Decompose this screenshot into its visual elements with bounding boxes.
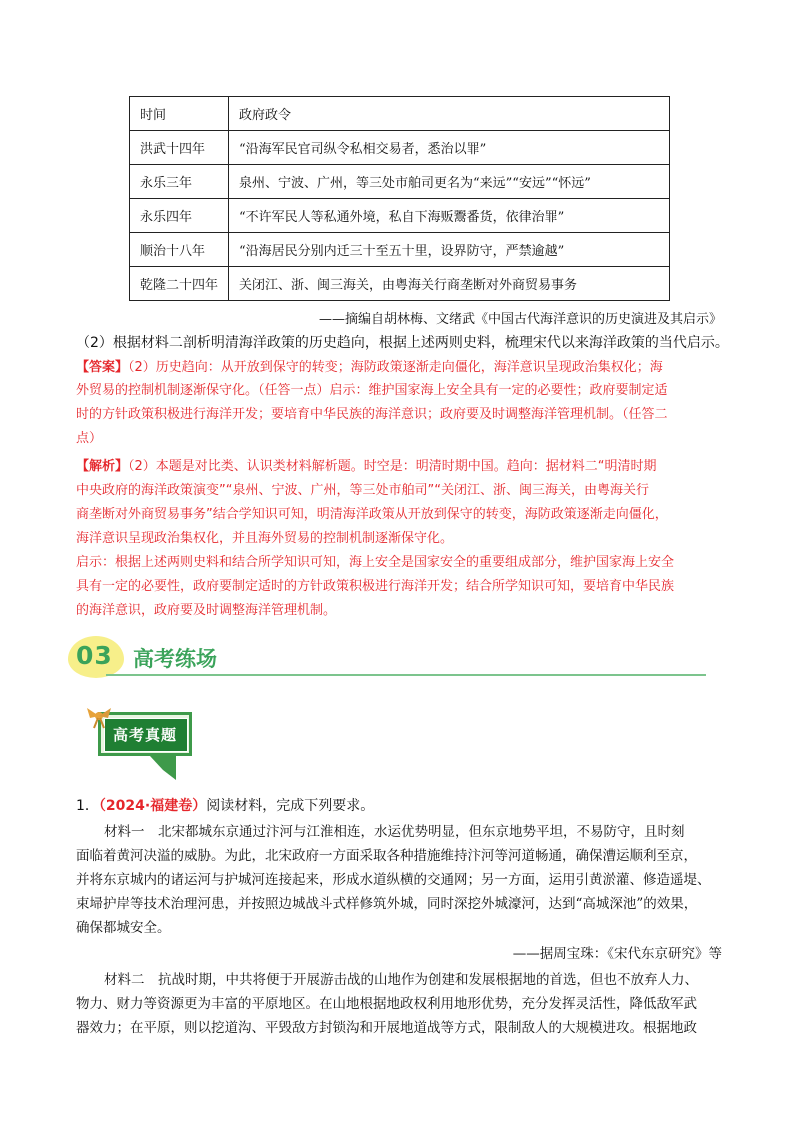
tag-label: 高考真题 [113,726,178,744]
material2-line-3: 器效力；在平原，则以挖道沟、平毁敌方封锁沟和开展地道战等方式，限制敌人的大规模进攻。根据地政 [76,1020,697,1036]
material1-line-2: 面临着黄河决溢的威胁。为此，北宋政府一方面采取各种措施维持汴河等河道畅通，确保漕运顺利至京， [76,848,697,864]
table-row [130,131,670,165]
question-prompt: 阅读材料，完成下列要求。 [206,798,375,814]
answer-line-2: 外贸易的控制机制逐渐保守化。（任答一点）启示：维护国家海上安全具有一定的必要性；政府要制定适 [76,383,668,398]
row-time: 永乐四年 [130,199,229,233]
row-time: 永乐三年 [130,165,229,199]
table-source: ——摘编自胡林梅、文绪武《中国古代海洋意识的历史演进及其启示》 [318,312,722,327]
row-time: 顺治十八年 [130,233,229,267]
question-2: （2）根据材料二剖析明清海洋政策的历史趋向，根据上述两则史料，梳理宋代以来海洋政策的当代启示。 [76,335,729,351]
section-divider [106,674,706,676]
table-header-row [130,97,670,131]
material1-line-3: 并将东京城内的诸运河与护城河连接起来，形成水道纵横的交通网；另一方面，运用引黄淤灌、修造遥堤、 [76,872,711,888]
answer-line-4: 点） [76,431,103,446]
table-row [130,233,670,267]
table-row [130,199,670,233]
row-decree: 泉州、宁波、广州，等三处市舶司更名为“来远”“安远”“怀远” [229,165,670,199]
section-number: 03 [76,641,113,670]
analysis-line-1: 【解析】（2）本题是对比类、认识类材料解析题。时空是：明清时期中国。趋向：据材料二“明清时期 [76,459,657,474]
policy-table [129,96,670,301]
question-number: 1． [76,798,99,814]
analysis-line-5: 启示：根据上述两则史料和结合所学知识可知，海上安全是国家安全的重要组成部分，维护国家海上安全 [76,555,675,570]
analysis-line-4: 海洋意识呈现政治集权化，并且海外贸易的控制机制逐渐保守化。 [76,531,454,546]
analysis-line-3: 商垄断对外商贸易事务”结合学知识可知，明清海洋政策从开放到保守的转变，海防政策逐渐走向僵化， [76,507,668,522]
knot-icon [84,704,114,730]
material1-line-1: 材料一 北宋都城东京通过汴河与江淮相连，水运优势明显，但东京地势平坦，不易防守，且时刻 [104,824,685,840]
answer-line-3: 时的方针政策积极进行海洋开发；要培育中华民族的海洋意识；政府要及时调整海洋管理机制。（任答二 [76,407,668,422]
material1-line-5: 确保都城安全。 [76,920,171,936]
analysis-line-6: 具有一定的必要性，政府要制定适时的方针政策积极进行海洋开发；结合所学知识可知，要培育中华民族 [76,579,675,594]
material1-line-4: 束埽护岸等技术治理河患，并按照边城战斗式样修筑外城，同时深挖外城濠河，达到“高城深池”的效果， [76,896,698,912]
section-title: 高考练场 [133,647,217,671]
material1-source: ——据周宝珠：《宋代东京研究》等 [512,946,722,962]
table-row [130,267,670,301]
answer-tag: 【答案】 [76,360,129,375]
table-row [130,165,670,199]
material2-line-2: 物力、财力等资源更为丰富的平原地区。在山地根据地政权利用地形优势，充分发挥灵活性，降低敌军武 [76,996,697,1012]
analysis-tag: 【解析】 [76,459,129,474]
question-source: （2024·福建卷） [98,798,207,814]
header-decree: 政府政令 [229,97,670,131]
header-time: 时间 [130,97,229,131]
row-decree: “沿海居民分别内迁三十至五十里，设界防守，严禁逾越” [229,233,670,267]
row-decree: “不许军民人等私通外境，私自下海贩鬻番货，依律治罪” [229,199,670,233]
analysis-line-7: 的海洋意识，政府要及时调整海洋管理机制。 [76,603,337,618]
row-time: 洪武十四年 [130,131,229,165]
analysis-line-2: 中央政府的海洋政策演变”“泉州、宁波、广州，等三处市舶司”“关闭江、浙、闽三海关，由粤海关行 [76,483,649,498]
question-1-header [76,796,374,816]
row-decree: 关闭江、浙、闽三海关，由粤海关行商垄断对外商贸易事务 [229,267,670,301]
answer-line-1: 【答案】（2）历史趋向：从开放到保守的转变；海防政策逐渐走向僵化，海洋意识呈现政治集权化；海 [76,360,663,375]
row-time: 乾隆二十四年 [130,267,229,301]
row-decree: “沿海军民官司纵令私相交易者，悉治以罪” [229,131,670,165]
material2-line-1: 材料二 抗战时期，中共将便于开展游击战的山地作为创建和发展根据地的首选，但也不放弃人力、 [104,972,698,988]
ribbon-icon [150,756,176,782]
